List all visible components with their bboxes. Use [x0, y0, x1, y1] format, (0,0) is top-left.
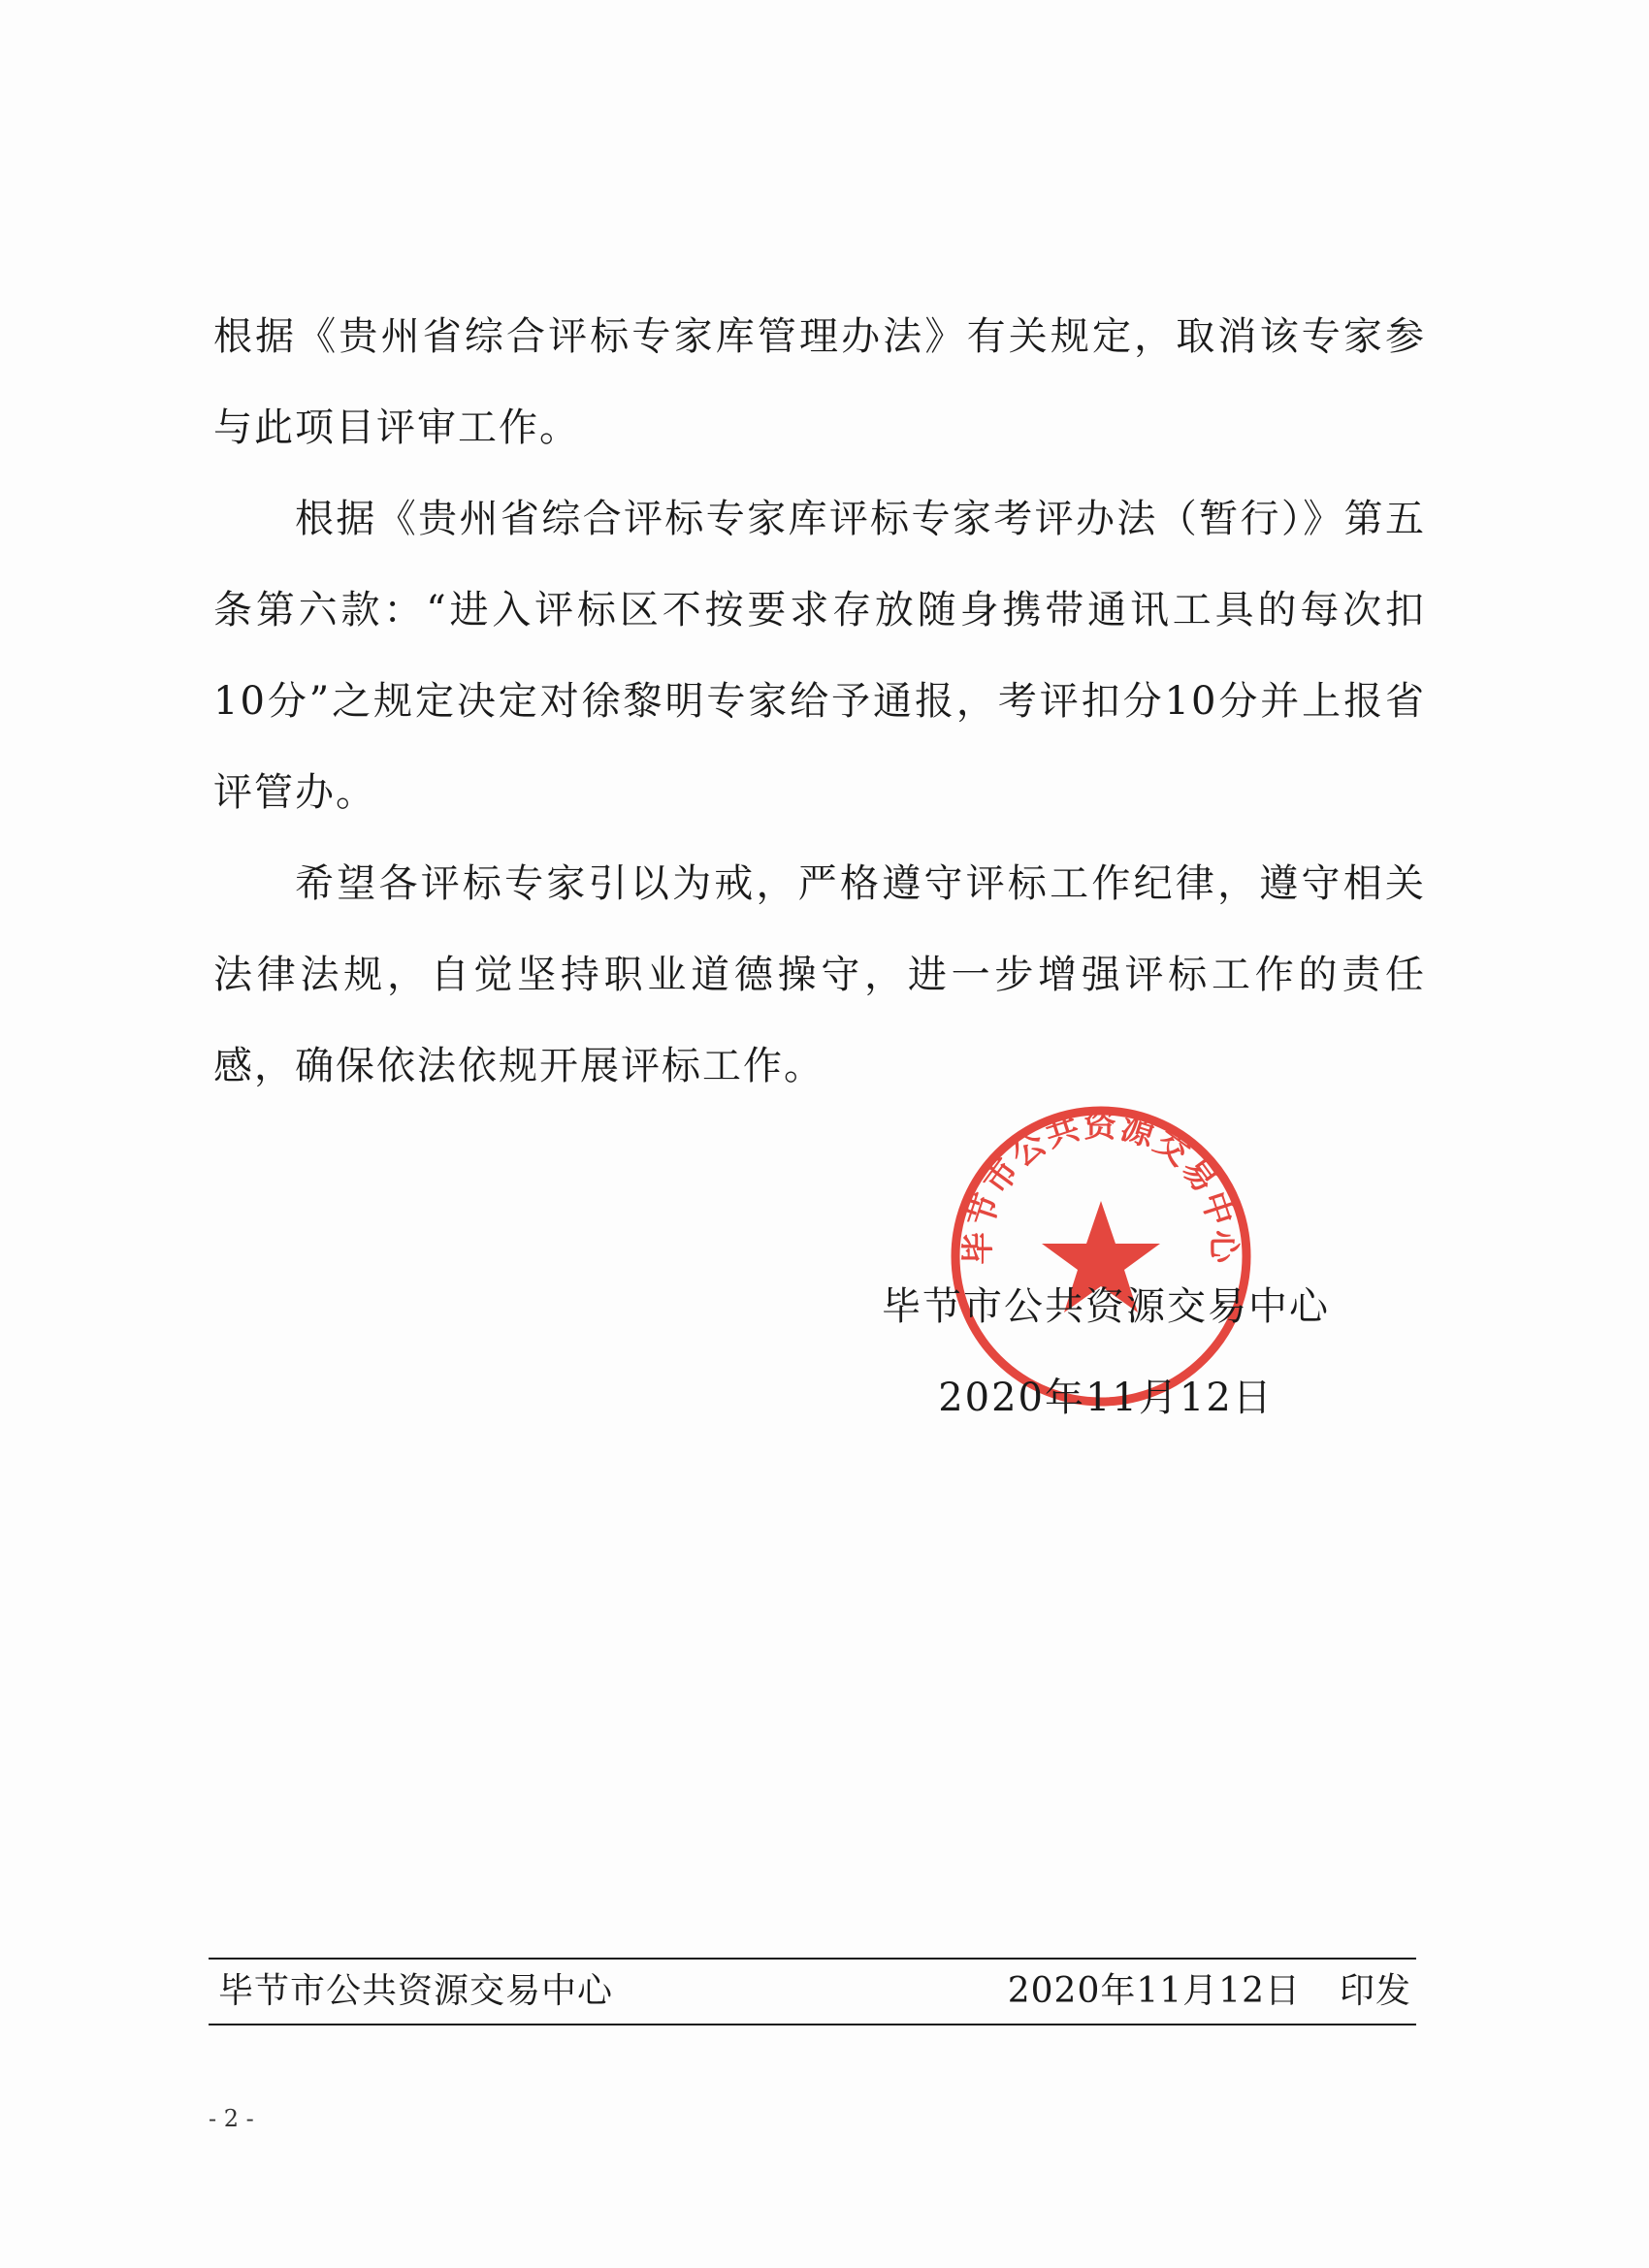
paragraph-1: 根据《贵州省综合评标专家库管理办法》有关规定，取消该专家参与此项目评审工作。	[213, 314, 1426, 450]
signature-block	[854, 1261, 1358, 1443]
seal-text: 毕节市公共资源交易中心	[958, 1106, 1244, 1266]
page-number: - 2 -	[209, 2105, 254, 2132]
document-body	[213, 291, 1426, 1112]
paragraph-2: 根据《贵州省综合评标专家库评标专家考评办法（暂行）》第五条第六款：“进入评标区不按要求存放随身携带通讯工具的每次扣10分”之规定决定对徐黎明专家给予通报，考评扣分10分并上报省评管办。	[213, 497, 1426, 815]
footer-top-rule	[209, 1958, 1416, 1960]
footer-action: 印发	[1339, 1971, 1411, 2011]
signature-date: 2020年11月12日	[938, 1376, 1274, 1420]
footer-issuer: 毕节市公共资源交易中心	[218, 1971, 614, 2011]
paragraph-3: 希望各评标专家引以为戒，严格遵守评标工作纪律，遵守相关法律法规，自觉坚持职业道德操守，进一步增强评标工作的责任感，确保依法依规开展评标工作。	[213, 861, 1426, 1088]
footer-issued	[1008, 1964, 1411, 2019]
signature-organization: 毕节市公共资源交易中心	[882, 1284, 1330, 1329]
footer-bottom-rule	[209, 2024, 1416, 2025]
footer-date: 2020年11月12日	[1007, 1971, 1301, 2011]
